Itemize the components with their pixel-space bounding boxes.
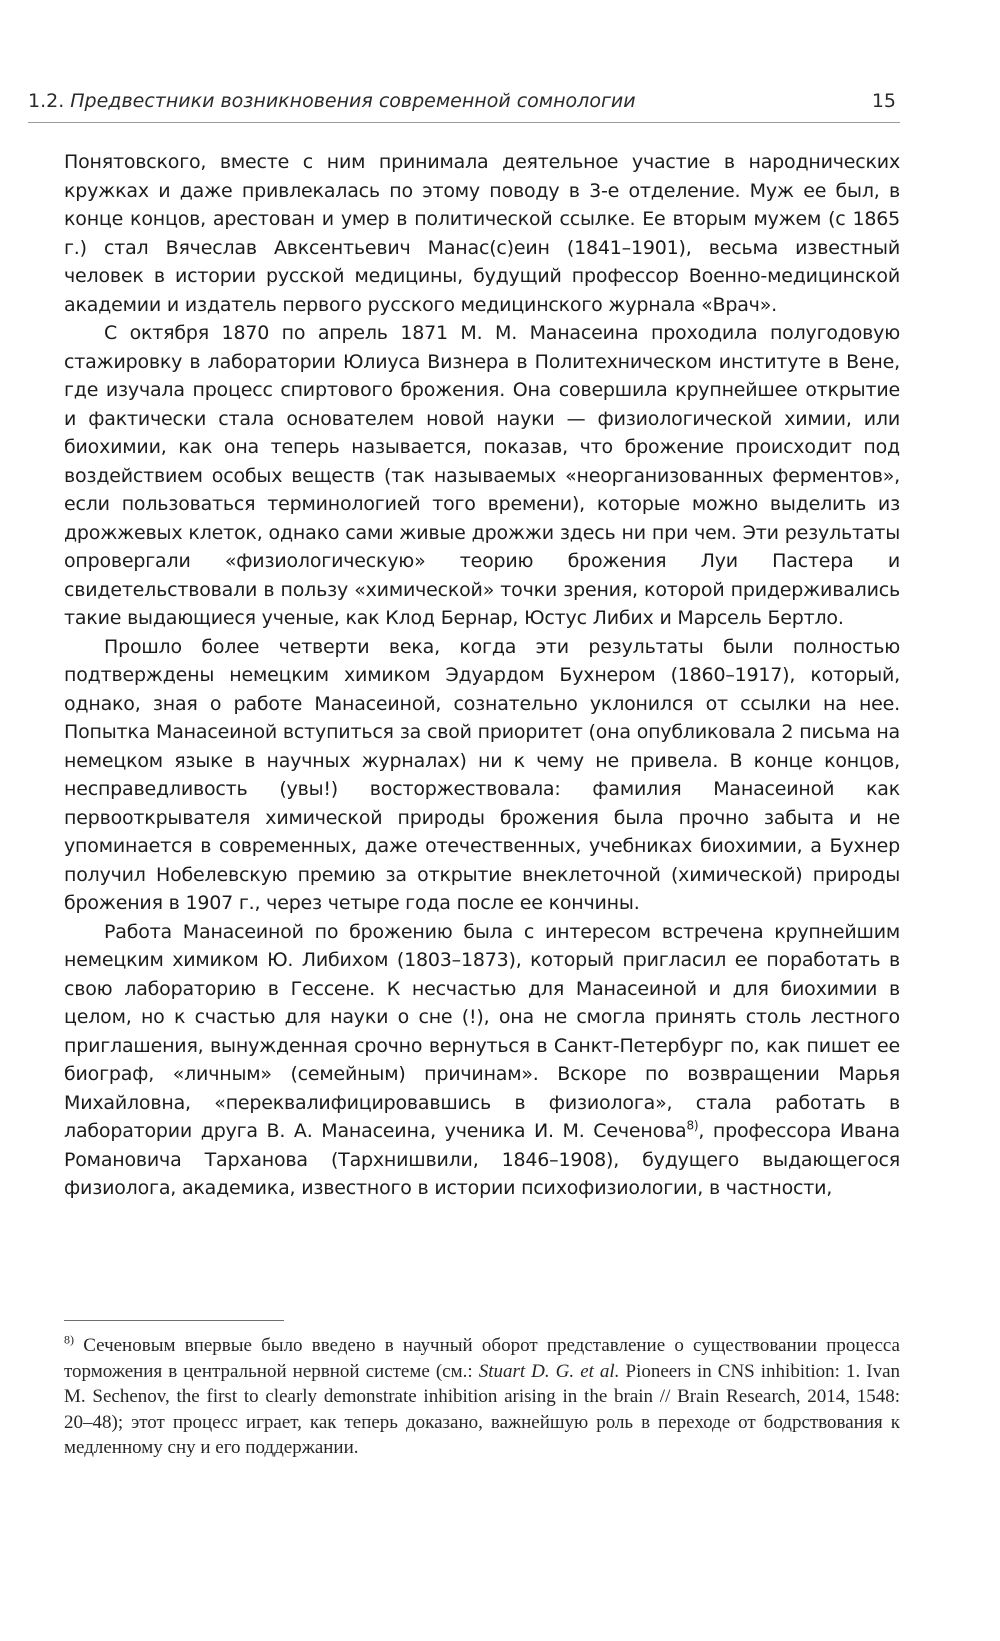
paragraph-1: Понятовского, вместе с ним принимала деятельное участие в народнических кружках и даже привлекалась по этому поводу в 3-е отделение. Муж ее был, в конце концов, арестован и умер в политической ссылке. Ее вторым мужем (с 1865 г.) стал Вячеслав Авксентьевич Манас(с)еин (1841–1901), весьма известный человек в истории русской медицины, будущий профессор Военно-медицинской академии и издатель первого русского медицинского журнала «Врач». bbox=[64, 151, 900, 316]
footnote-8 bbox=[64, 1333, 900, 1461]
footnote-text-a: Сеченовым впервые было введено в научный оборот представление о существовании процесса торможения в центральной нервной системе (см.: bbox=[64, 1335, 900, 1382]
paragraph-4-text-b: , профессора Ивана Романовича Тарханова (Тархнишвили, 1846–1908), будущего выдающегося физиолога, академика, известного в истории психофизиологии, в частности, bbox=[64, 1120, 900, 1199]
page-number: 15 bbox=[871, 90, 896, 112]
paragraph-4 bbox=[64, 918, 900, 1203]
footnote-marker: 8) bbox=[64, 1332, 74, 1347]
paragraph-2: С октября 1870 по апрель 1871 М. М. Манасеина проходила полугодовую стажировку в лаборатории Юлиуса Визнера в Политехническом институте в Вене, где изучала процесс спиртового брожения. Она совершила крупнейшее открытие и фактически стала основателем новой науки — физиологической химии, или биохимии, как она теперь называется, показав, что брожение происходит под воздействием особых веществ (так называемых «неорганизованных ферментов», если пользоваться терминологией того времени), которые можно выделить из дрожжевых клеток, однако сами живые дрожжи здесь ни при чем. Эти результаты опровергали «физиологическую» теорию брожения Луи Пастера и свидетельствовали в пользу «химической» точки зрения, которой придерживались такие выдающиеся ученые, как Клод Бернар, Юстус Либих и Марсель Бертло. bbox=[64, 322, 900, 629]
book-page bbox=[28, 0, 900, 1641]
footnote-authors: Stuart D. G. et al. bbox=[478, 1360, 620, 1382]
section-number: 1.2. bbox=[28, 90, 65, 112]
paragraph-3: Прошло более четверти века, когда эти результаты были полностью подтверждены немецким химиком Эдуардом Бухнером (1860–1917), который, однако, зная о работе Манасеиной, сознательно уклонился от ссылки на нее. Попытка Манасеиной вступиться за свой приоритет (она опубликовала 2 письма на немецком языке в научных журналах) ни к чему не привела. В конце концов, несправедливость (увы!) восторжествовала: фамилия Манасеиной как первооткрывателя химической природы брожения была прочно забыта и не упоминается в современных, даже отечественных, учебниках биохимии, а Бухнер получил Нобелевскую премию за открытие внеклеточной (химической) природы брожения в 1907 г., через четыре года после ее кончины. bbox=[64, 635, 900, 914]
paragraph-4-text-a: Работа Манасеиной по брожению была с интересом встречена крупнейшим немецким химиком Ю. Либихом (1803–1873), который пригласил ее поработать в свою лабораторию в Гессене. К несчастью для Манасеиной и для биохимии в целом, но к счастью для науки о сне (!), она не смогла принять столь лестного приглашения, вынужденная срочно вернуться в Санкт-Петербург по, как пишет ее биограф, «личным» (семейным) причинам». Вскоре по возвращении Марья Михайловна, «переквалифицировавшись в физиолога», стала работать в лаборатории друга В. А. Манасеина, ученика И. М. Сеченова bbox=[64, 920, 900, 1142]
footnote-separator bbox=[64, 1320, 284, 1321]
footnote-text-b: Pioneers in CNS inhibition: 1. Ivan M. Sechenov, the first to clearly demonstrate inhibition arising in the brain // Brain Research, 2014, 1548: 20–48); этот процесс играет, как теперь доказано, важнейшую роль в переходе от бодрствования к медленному сну и его поддержании. bbox=[64, 1360, 901, 1458]
body-text bbox=[64, 148, 900, 1203]
running-head bbox=[28, 90, 900, 123]
section-title: Предвестники возникновения современной сомнологии bbox=[70, 90, 636, 112]
footnote bbox=[64, 1333, 900, 1461]
footnote-reference[interactable]: 8) bbox=[686, 1118, 699, 1133]
